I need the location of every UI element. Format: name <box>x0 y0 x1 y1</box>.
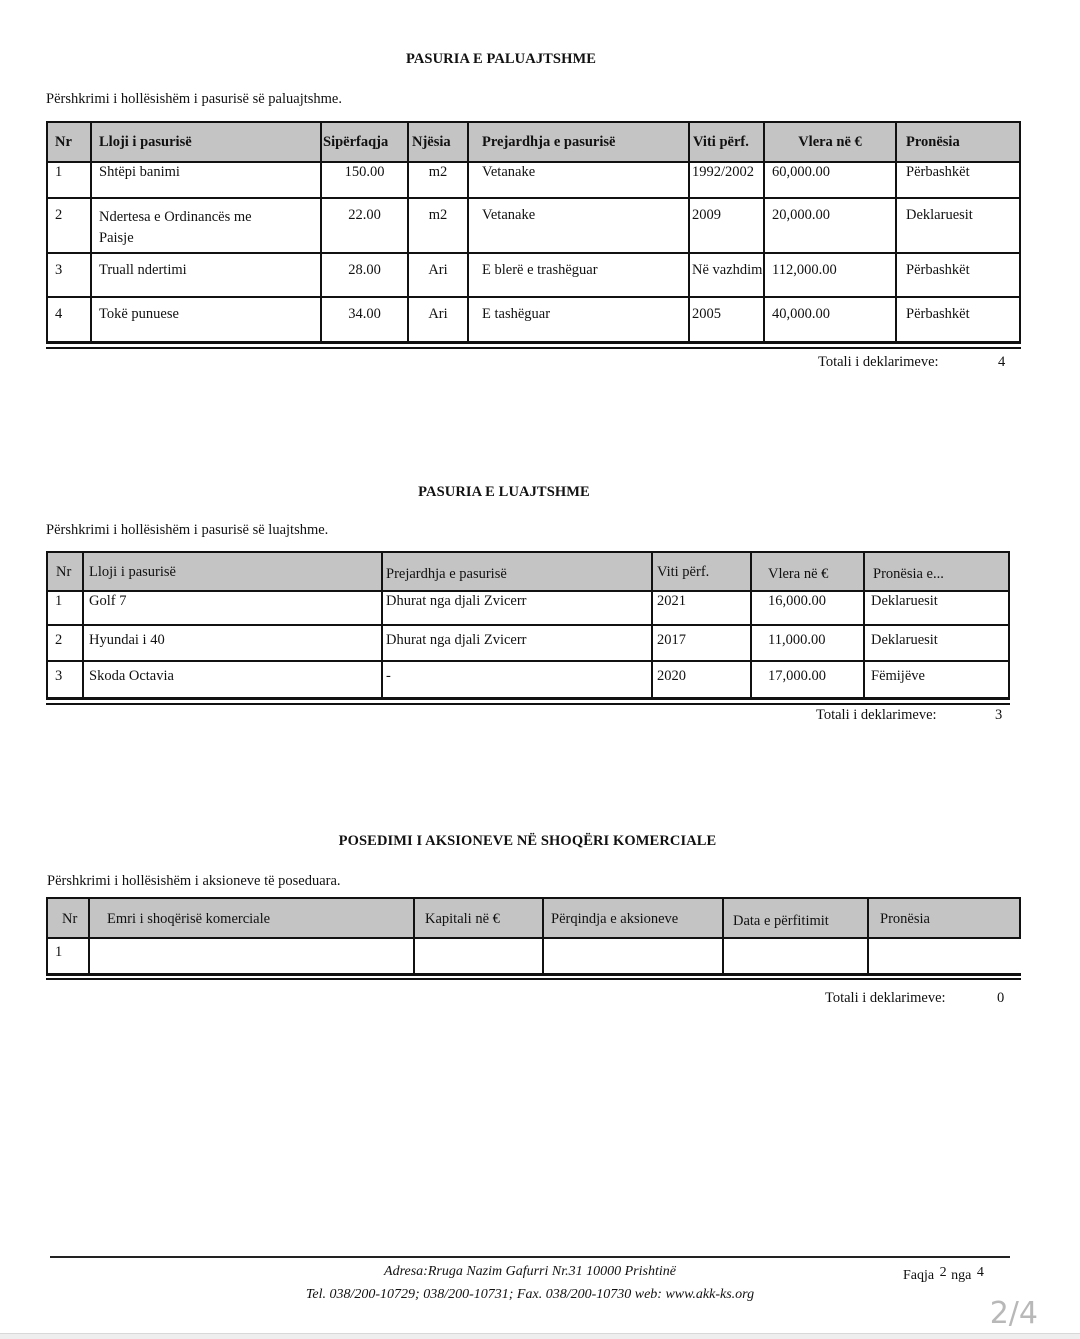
cell-type: Golf 7 <box>84 592 383 624</box>
cell-origin: Dhurat nga djali Zvicerr <box>383 626 653 660</box>
cell-value: 11,000.00 <box>752 626 865 660</box>
table-row <box>48 298 1019 342</box>
table-row <box>48 939 1021 975</box>
column-header: Vlera në € <box>752 553 865 590</box>
cell-year: 2021 <box>653 592 752 624</box>
cell-origin: E blerë e trashëguar <box>469 254 690 296</box>
table-row <box>48 592 1008 626</box>
page-word: Faqja <box>903 1268 935 1283</box>
column-header: Lloji i pasurisë <box>92 123 322 161</box>
cell-year: 2009 <box>690 199 765 252</box>
table-bottom-rule <box>46 698 1010 705</box>
cell-ownership <box>869 939 1023 975</box>
column-header: Lloji i pasurisë <box>84 553 383 590</box>
cell-type: Shtëpi banimi <box>92 163 322 197</box>
cell-origin: Vetanake <box>469 163 690 197</box>
cell-nr: 3 <box>48 254 92 296</box>
cell-year: 1992/2002 <box>690 163 765 197</box>
cell-unit: Ari <box>409 298 469 342</box>
cell-value: 112,000.00 <box>765 254 897 296</box>
cell-nr: 1 <box>48 939 90 975</box>
immovable-total-value: 4 <box>998 354 1006 370</box>
table-row <box>48 254 1019 298</box>
cell-year: Në vazhdim <box>690 254 765 296</box>
cell-value: 60,000.00 <box>765 163 897 197</box>
cell-nr: 1 <box>48 163 92 197</box>
cell-nr: 1 <box>48 592 84 624</box>
table-bottom-rule <box>46 342 1021 349</box>
cell-value: 17,000.00 <box>752 662 865 698</box>
viewer-bottom-bar <box>0 1333 1080 1339</box>
column-header: Vlera në € <box>765 123 897 161</box>
cell-nr: 4 <box>48 298 92 342</box>
movable-total-value: 3 <box>995 707 1003 723</box>
page-total: 4 <box>976 1265 984 1280</box>
column-header: Emri i shoqërisë komerciale <box>90 899 415 937</box>
cell-unit: Ari <box>409 254 469 296</box>
cell-type: Tokë punuese <box>92 298 322 342</box>
cell-ownership: Deklaruesit <box>906 207 973 223</box>
immovable-description: Përshkrimi i hollësishëm i pasurisë së paluajtshme. <box>46 91 342 107</box>
cell-ownership: Përbashkët <box>906 262 970 278</box>
movable-section-title: PASURIA E LUAJTSHME <box>418 484 590 500</box>
footer-address: Adresa:Rruga Nazim Gafurri Nr.31 10000 Prishtinë <box>384 1264 676 1279</box>
cell-type: Ndertesa e Ordinancës me Paisje <box>92 199 322 252</box>
column-header: Viti përf. <box>653 553 752 590</box>
cell-capital <box>415 939 544 975</box>
cell-acquisition-date <box>724 939 869 975</box>
cell-year: 2020 <box>653 662 752 698</box>
cell-area: 28.00 <box>322 254 409 296</box>
cell-company-name <box>90 939 415 975</box>
column-header: Pronësia <box>880 911 930 927</box>
cell-nr: 3 <box>48 662 84 698</box>
cell-ownership: Deklaruesit <box>871 593 938 609</box>
column-header: Viti përf. <box>690 123 765 161</box>
table-row <box>48 199 1019 254</box>
column-header: Prejardhja e pasurisë <box>469 123 690 161</box>
page-of-word: nga <box>951 1268 972 1283</box>
cell-value: 16,000.00 <box>752 592 865 624</box>
movable-total-label: Totali i deklarimeve: <box>816 707 937 723</box>
column-header: Nr <box>48 123 92 161</box>
cell-ownership: Fëmijëve <box>871 668 925 684</box>
shares-table <box>46 897 1021 976</box>
column-header: Data e përfitimit <box>724 899 869 937</box>
cell-ownership: Përbashkët <box>906 164 970 180</box>
page-number <box>903 1265 984 1284</box>
table-row <box>48 626 1008 662</box>
column-header: Sipërfaqja <box>322 123 409 161</box>
cell-origin: - <box>383 662 653 698</box>
cell-area: 22.00 <box>322 199 409 252</box>
viewer-page-indicator: 2/4 <box>989 1296 1038 1331</box>
cell-year: 2017 <box>653 626 752 660</box>
shares-total-value: 0 <box>997 990 1005 1006</box>
shares-description: Përshkrimi i hollësishëm i aksioneve të poseduara. <box>47 873 341 889</box>
table-row <box>48 662 1008 698</box>
cell-origin: Dhurat nga djali Zvicerr <box>383 592 653 624</box>
column-header: Pronësia e... <box>873 566 944 582</box>
column-header: Njësia <box>409 123 469 161</box>
cell-year: 2005 <box>690 298 765 342</box>
column-header: Nr <box>48 553 84 590</box>
column-header: Prejardhja e pasurisë <box>383 553 653 590</box>
cell-unit: m2 <box>409 199 469 252</box>
cell-percentage <box>544 939 724 975</box>
immovable-total-label: Totali i deklarimeve: <box>818 354 939 370</box>
table-header-row <box>48 899 1021 939</box>
movable-table <box>46 551 1010 699</box>
table-row <box>48 163 1019 199</box>
cell-type: Hyundai i 40 <box>84 626 383 660</box>
column-header: Kapitali në € <box>415 899 544 937</box>
cell-type: Truall ndertimi <box>92 254 322 296</box>
cell-ownership: Deklaruesit <box>871 632 938 648</box>
cell-origin: Vetanake <box>469 199 690 252</box>
cell-nr: 2 <box>48 626 84 660</box>
cell-area: 34.00 <box>322 298 409 342</box>
immovable-section-title: PASURIA E PALUAJTSHME <box>405 51 597 67</box>
table-header-row <box>48 123 1019 163</box>
shares-section-title: POSEDIMI I AKSIONEVE NË SHOQËRI KOMERCIALE <box>338 833 717 849</box>
movable-description: Përshkrimi i hollësishëm i pasurisë së luajtshme. <box>46 522 329 538</box>
cell-nr: 2 <box>48 199 92 252</box>
cell-ownership: Përbashkët <box>906 306 970 322</box>
column-header: Pronësia <box>906 134 960 150</box>
footer-contact: Tel. 038/200-10729; 038/200-10731; Fax. 038/200-10730 web: www.akk-ks.org <box>305 1287 755 1302</box>
cell-value: 20,000.00 <box>765 199 897 252</box>
cell-type: Skoda Octavia <box>84 662 383 698</box>
column-header: Nr <box>48 899 90 937</box>
footer-divider <box>50 1256 1010 1258</box>
table-header-row <box>48 553 1008 592</box>
cell-value: 40,000.00 <box>765 298 897 342</box>
cell-unit: m2 <box>409 163 469 197</box>
column-header: Përqindja e aksioneve <box>544 899 724 937</box>
shares-total-label: Totali i deklarimeve: <box>825 990 946 1006</box>
cell-area: 150.00 <box>322 163 409 197</box>
table-bottom-rule <box>46 973 1021 980</box>
immovable-table <box>46 121 1021 343</box>
cell-origin: E tashëguar <box>469 298 690 342</box>
page-current: 2 <box>939 1265 947 1280</box>
